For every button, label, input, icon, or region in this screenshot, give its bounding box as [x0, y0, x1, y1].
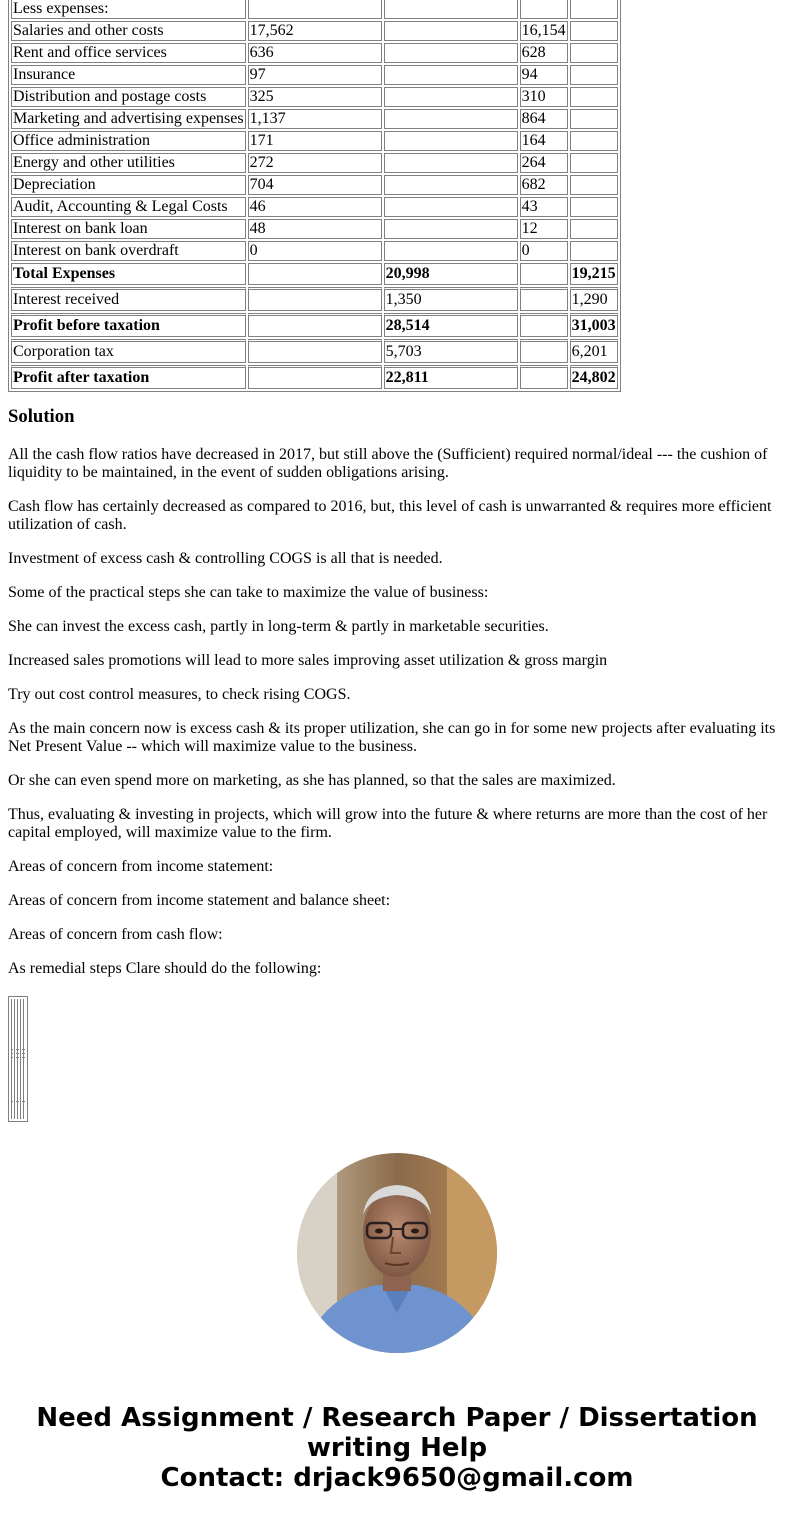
solution-paragraph: Cash flow has certainly decreased as compared to 2016, but, this level of cash is unwarranted & requires more efficient utilization of cash. [8, 498, 772, 533]
solution-paragraph: Increased sales promotions will lead to more sales improving asset utilization & gross margin [8, 652, 608, 669]
solution-heading: Solution [8, 406, 75, 427]
row-value [570, 0, 618, 19]
row-value: 325 [248, 87, 382, 107]
row-value: 636 [248, 43, 382, 63]
row-value [520, 0, 568, 19]
table-row [11, 0, 618, 19]
row-value [384, 87, 518, 107]
row-label: Interest on bank overdraft [11, 241, 246, 261]
row-value: 20,998 [384, 263, 518, 285]
row-label: Rent and office services [11, 43, 246, 63]
solution-paragraph: Areas of concern from income statement: [8, 858, 274, 875]
table-row [11, 219, 618, 239]
empty-table [8, 996, 28, 1122]
solution-paragraph: Or she can even spend more on marketing, as she has planned, so that the sales are maximized. [8, 772, 616, 789]
row-value [570, 65, 618, 85]
table-row [11, 339, 618, 363]
row-label: Marketing and advertising expenses [13, 110, 244, 127]
solution-paragraphs [8, 446, 786, 978]
row-value [570, 219, 618, 239]
table-row [11, 263, 618, 285]
row-value [384, 153, 518, 173]
row-value: 1,290 [570, 287, 618, 311]
row-value: 94 [520, 65, 568, 85]
table-row [11, 313, 618, 337]
row-value [570, 131, 618, 151]
table-row [11, 241, 618, 261]
row-value [520, 365, 568, 389]
row-value [248, 339, 382, 363]
row-value [384, 43, 518, 63]
row-value [570, 241, 618, 261]
table-row [11, 197, 618, 217]
row-value: 48 [248, 219, 382, 239]
row-value: 28,514 [384, 313, 518, 337]
row-value [570, 43, 618, 63]
row-label: Salaries and other costs [11, 21, 246, 41]
row-value [384, 109, 518, 129]
row-label: Profit before taxation [11, 313, 246, 337]
solution-paragraph: As the main concern now is excess cash & its proper utilization, she can go in for some new projects after evaluating its Net Present Value -- which will maximize value to the business. [8, 720, 776, 755]
row-label: Office administration [11, 131, 246, 151]
row-label: Total Expenses [11, 263, 246, 285]
row-label: Insurance [11, 65, 246, 85]
author-photo [297, 1153, 497, 1353]
row-label: Less expenses: [11, 0, 246, 19]
solution-paragraph: Thus, evaluating & investing in projects, which will grow into the future & where returns are more than the cost of her capital employed, will maximize value to the firm. [8, 806, 768, 841]
row-value: 22,811 [384, 365, 518, 389]
solution-section [8, 405, 786, 994]
row-value [248, 365, 382, 389]
row-label: Profit after taxation [11, 365, 246, 389]
solution-paragraph: As remedial steps Clare should do the following: [8, 960, 322, 977]
table-row [11, 175, 618, 195]
row-value [570, 175, 618, 195]
row-value [520, 339, 568, 363]
row-value: 6,201 [570, 339, 618, 363]
table-row [11, 109, 618, 129]
row-value [570, 197, 618, 217]
row-value [248, 313, 382, 337]
row-value: 16,154 [521, 22, 566, 39]
contact-banner [0, 1403, 794, 1493]
row-value: 682 [520, 175, 568, 195]
row-value [248, 263, 382, 285]
author-avatar [297, 1153, 497, 1353]
row-label: Distribution and postage costs [11, 87, 246, 107]
row-value [520, 287, 568, 311]
row-value: 704 [248, 175, 382, 195]
row-value: 171 [248, 131, 382, 151]
solution-paragraph: All the cash flow ratios have decreased in 2017, but still above the (Sufficient) required normal/ideal --- the cushion of liquidity to be maintained, in the event of sudden obligations arising. [8, 446, 768, 481]
row-value: 17,562 [248, 21, 382, 41]
row-value [570, 87, 618, 107]
row-value: 12 [520, 219, 568, 239]
row-value: 628 [520, 43, 568, 63]
table-row [11, 43, 618, 63]
table-row [11, 131, 618, 151]
solution-paragraph: Some of the practical steps she can take to maximize the value of business: [8, 584, 489, 601]
row-value [384, 131, 518, 151]
cta-line-1: Need Assignment / Research Paper / Dissertation [36, 1403, 758, 1433]
row-value [520, 313, 568, 337]
solution-paragraph: Areas of concern from income statement and balance sheet: [8, 892, 391, 909]
row-value: 310 [520, 87, 568, 107]
solution-paragraph: Investment of excess cash & controlling COGS is all that is needed. [8, 550, 443, 567]
row-value: 31,003 [570, 313, 618, 337]
row-value [384, 65, 518, 85]
table-row [11, 87, 618, 107]
row-label: Audit, Accounting & Legal Costs [11, 197, 246, 217]
table-row [11, 365, 618, 389]
row-label: Energy and other utilities [11, 153, 246, 173]
row-value: 46 [248, 197, 382, 217]
row-value [570, 21, 618, 41]
row-value [570, 109, 618, 129]
row-value: 164 [520, 131, 568, 151]
income-statement-table [8, 0, 621, 392]
row-value: 24,802 [570, 365, 618, 389]
row-value: 97 [248, 65, 382, 85]
table-row [11, 21, 618, 41]
row-value [384, 197, 518, 217]
row-value [384, 175, 518, 195]
solution-paragraph: Areas of concern from cash flow: [8, 926, 223, 943]
solution-paragraph: She can invest the excess cash, partly in long-term & partly in marketable securities. [8, 618, 549, 635]
row-label: Depreciation [11, 175, 246, 195]
row-value [384, 0, 518, 19]
row-value: 864 [520, 109, 568, 129]
row-value: 1,137 [248, 109, 382, 129]
table-row [11, 287, 618, 311]
row-value [570, 153, 618, 173]
row-value: 43 [520, 197, 568, 217]
row-value [384, 21, 518, 41]
row-value: 272 [248, 153, 382, 173]
row-value: 1,350 [384, 287, 518, 311]
table-row [11, 153, 618, 173]
solution-paragraph: Try out cost control measures, to check rising COGS. [8, 686, 351, 703]
row-value [520, 263, 568, 285]
row-value: 264 [520, 153, 568, 173]
row-value: 0 [520, 241, 568, 261]
row-value [384, 241, 518, 261]
table-row [11, 65, 618, 85]
row-value [384, 219, 518, 239]
row-value [248, 287, 382, 311]
row-value [248, 0, 382, 19]
cta-line-3: Contact: drjack9650@gmail.com [160, 1463, 634, 1493]
row-value: 0 [248, 241, 382, 261]
row-label: Interest on bank loan [11, 219, 246, 239]
row-value: 19,215 [570, 263, 618, 285]
row-value: 5,703 [384, 339, 518, 363]
cta-line-2: writing Help [306, 1433, 488, 1463]
row-label: Corporation tax [11, 339, 246, 363]
row-label: Interest received [11, 287, 246, 311]
